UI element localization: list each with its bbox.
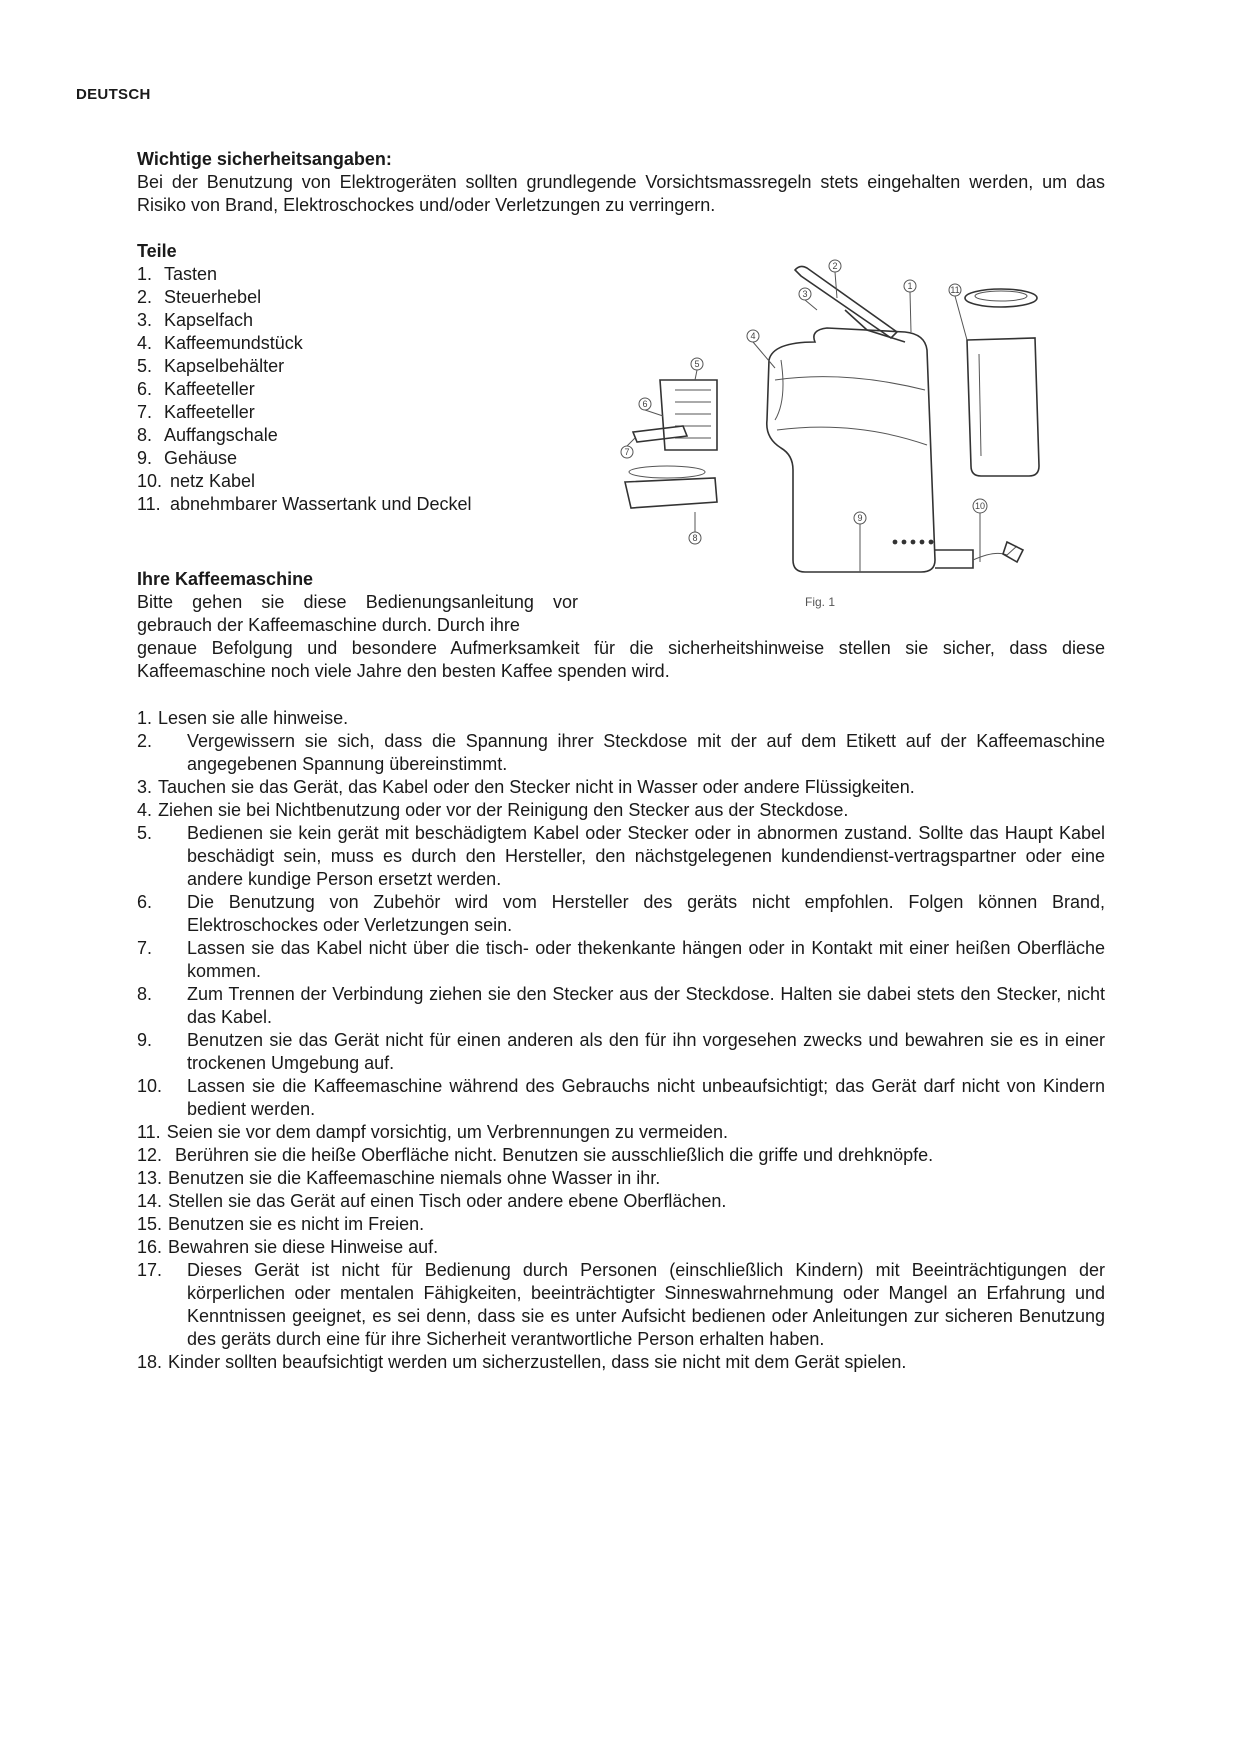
tank-lid-drawing (965, 289, 1037, 307)
parts-item-number: 8. (137, 425, 153, 445)
rule-text: Vergewissern sie sich, dass die Spannung ihrer Steckdose mit der auf dem Etikett auf der Kaffeemaschine angegebenen Spannung übereinstimmt. (187, 731, 1105, 774)
callout-8 (689, 512, 701, 544)
rule-number: 4. (137, 800, 153, 820)
rule-text: Kinder sollten beaufsichtigt werden um sicherzustellen, dass sie nicht mit dem Gerät spielen. (168, 1352, 907, 1372)
callout-number: 9 (857, 513, 863, 523)
button-dot (929, 540, 934, 545)
parts-item-number: 9. (137, 448, 153, 468)
rule-number: 6. (137, 892, 153, 912)
callout-number: 4 (750, 331, 756, 341)
rule-number: 14. (137, 1191, 163, 1211)
rule-text: Benutzen sie das Gerät nicht für einen anderen als den für ihn vorgesehen zwecks und bewahren sie es in einer trockenen Umgebung auf. (187, 1030, 1105, 1073)
list-item (137, 286, 597, 309)
callout-10 (973, 499, 987, 562)
lever-arm-drawing (845, 310, 905, 342)
rule-number: 12. (137, 1145, 163, 1165)
parts-item-number: 1. (137, 264, 153, 284)
callout-3 (799, 288, 817, 310)
rule-number: 1. (137, 708, 153, 728)
list-item (137, 470, 597, 493)
water-tank-drawing (967, 338, 1039, 476)
parts-item-label: abnehmbarer Wassertank und Deckel (170, 494, 472, 514)
language-label: DEUTSCH (76, 86, 151, 103)
button-dot (911, 540, 916, 545)
rule-text: Tauchen sie das Gerät, das Kabel oder den Stecker nicht in Wasser oder andere Flüssigkeiten. (158, 777, 915, 797)
safety-intro: Bei der Benutzung von Elektrogeräten sollten grundlegende Vorsichtsmassregeln stets eingehalten werden, um das Risiko von Brand, Elektroschockes und/oder Verletzungen zu verringern. (137, 172, 1105, 215)
list-item (137, 1029, 1105, 1075)
parts-item-label: Gehäuse (164, 448, 238, 468)
callout-leader (910, 292, 911, 332)
list-item (137, 776, 1105, 799)
callout-number: 2 (832, 261, 838, 271)
callout-number: 1 (907, 281, 913, 291)
button-dot (902, 540, 907, 545)
list-item (137, 332, 597, 355)
list-item (137, 1351, 1105, 1374)
rule-number: 13. (137, 1168, 163, 1188)
rule-number: 5. (137, 823, 153, 843)
base-drawing (935, 550, 973, 568)
callout-number: 3 (802, 289, 808, 299)
callout-1 (904, 280, 916, 332)
list-item (137, 1259, 1105, 1351)
rule-text: Lassen sie das Kabel nicht über die tisch- oder thekenkante hängen oder in Kontakt mit einer heißen Oberfläche kommen. (187, 938, 1105, 981)
list-item (137, 378, 597, 401)
callout-number: 7 (624, 447, 630, 457)
parts-item-number: 2. (137, 287, 153, 307)
capsule-container-slots (675, 390, 711, 438)
callout-number: 10 (974, 501, 986, 511)
rule-number: 2. (137, 731, 153, 751)
parts-item-number: 5. (137, 356, 153, 376)
callout-11 (949, 284, 967, 340)
drip-tray-drawing (625, 478, 717, 508)
rule-number: 18. (137, 1352, 163, 1372)
list-item (137, 1167, 1105, 1190)
parts-item-number: 4. (137, 333, 153, 353)
body-contour-line (777, 427, 927, 445)
callout-5 (691, 358, 703, 380)
list-item (137, 707, 1105, 730)
list-item (137, 447, 597, 470)
rule-number: 17. (137, 1260, 163, 1280)
safety-rules-section (137, 707, 1105, 1374)
rule-number: 10. (137, 1076, 163, 1096)
list-item (137, 983, 1105, 1029)
rule-text: Lassen sie die Kaffeemaschine während des Gebrauchs nicht unbeaufsichtigt; das Gerät darf nicht von Kindern bedient werden. (187, 1076, 1105, 1119)
parts-item-label: Kaffeemundstück (164, 333, 303, 353)
safety-rules-list (137, 707, 1105, 1374)
rule-text: Ziehen sie bei Nichtbenutzung oder vor der Reinigung den Stecker aus der Steckdose. (158, 800, 849, 820)
parts-item-number: 6. (137, 379, 153, 399)
list-item (137, 263, 597, 286)
callout-leader (835, 272, 837, 298)
parts-item-number: 11. (137, 494, 161, 514)
callout-2 (829, 260, 841, 298)
rule-text: Lesen sie alle hinweise. (158, 708, 349, 728)
rule-text: Stellen sie das Gerät auf einen Tisch oder andere ebene Oberflächen. (168, 1191, 727, 1211)
rule-text: Die Benutzung von Zubehör wird vom Hersteller des geräts nicht empfohlen. Folgen können Brand, Elektroschockes oder Verletzungen sein. (187, 892, 1105, 935)
list-item (137, 1190, 1105, 1213)
parts-item-number: 10. (137, 471, 163, 491)
coffee-machine-figure (605, 250, 1055, 615)
rule-text: Bedienen sie kein gerät mit beschädigtem Kabel oder Stecker oder in abnormen zustand. Sollte das Haupt Kabel beschädigt sein, muss es durch den Hersteller, den nächstgelegenen kundendienst-vertragspartner oder eine andere kundige Person ersetzt werden. (187, 823, 1105, 889)
list-item (137, 1213, 1105, 1236)
parts-item-label: netz Kabel (170, 471, 256, 491)
machine-intro-line-1: Bitte gehen sie diese Bedienungsanleitung vor (137, 592, 578, 612)
machine-section (137, 568, 1105, 683)
list-item (137, 401, 597, 424)
rule-number: 16. (137, 1237, 163, 1257)
water-tank-window (979, 354, 981, 456)
callout-number: 5 (694, 359, 700, 369)
rule-text: Benutzen sie die Kaffeemaschine niemals ohne Wasser in ihr. (168, 1168, 661, 1188)
rule-text: Bewahren sie diese Hinweise auf. (168, 1237, 439, 1257)
list-item (137, 493, 597, 516)
callout-leader (695, 370, 697, 380)
parts-item-label: Auffangschale (164, 425, 278, 445)
parts-section (137, 240, 597, 516)
machine-intro-line-2: gebrauch der Kaffeemaschine durch. Durch ihre (137, 615, 520, 635)
callout-9 (854, 512, 866, 572)
machine-heading: Ihre Kaffeemaschine (137, 569, 314, 589)
machine-intro-rest: genaue Befolgung und besondere Aufmerksamkeit für die sicherheitshinweise stellen sie sicher, dass diese Kaffeemaschine noch viele Jahre den besten Kaffee spenden wird. (137, 638, 1105, 681)
button-dot (920, 540, 925, 545)
parts-item-label: Kapselbehälter (164, 356, 285, 376)
list-item (137, 309, 597, 332)
rule-number: 9. (137, 1030, 153, 1050)
list-item (137, 937, 1105, 983)
rule-text: Zum Trennen der Verbindung ziehen sie den Stecker aus der Steckdose. Halten sie dabei stets den Stecker, nicht das Kabel. (187, 984, 1105, 1027)
spout-drawing (775, 360, 783, 420)
parts-heading: Teile (137, 241, 177, 261)
callout-number: 6 (642, 399, 648, 409)
drip-grate-drawing (629, 466, 705, 478)
rule-text: Berühren sie die heiße Oberfläche nicht. Benutzen sie ausschließlich die griffe und drehknöpfe. (175, 1145, 934, 1165)
parts-list (137, 263, 597, 516)
list-item (137, 1075, 1105, 1121)
callout-6 (639, 398, 663, 416)
plug-drawing (1003, 542, 1023, 562)
list-item (137, 891, 1105, 937)
rule-text: Benutzen sie es nicht im Freien. (168, 1214, 425, 1234)
machine-body-drawing (767, 328, 935, 572)
list-item (137, 424, 597, 447)
parts-item-label: Kapselfach (164, 310, 254, 330)
callout-number: 8 (692, 533, 698, 543)
parts-item-number: 3. (137, 310, 153, 330)
list-item (137, 730, 1105, 776)
list-item (137, 799, 1105, 822)
list-item (137, 1144, 1105, 1167)
cup-plate-drawing (633, 426, 687, 442)
list-item (137, 355, 597, 378)
list-item (137, 1236, 1105, 1259)
callout-leader (627, 438, 635, 446)
rule-number: 11. (137, 1122, 161, 1142)
parts-item-number: 7. (137, 402, 153, 422)
parts-item-label: Kaffeeteller (164, 402, 255, 422)
callout-4 (747, 330, 775, 368)
rule-text: Dieses Gerät ist nicht für Bedienung durch Personen (einschließlich Kindern) mit Beeinträchtigungen der körperlichen oder mentalen Fähigkeiten, beeinträchtigter Sinneswahrnehmung oder Mangel an Erfahrung und Kenntnissen geeignet, es sei denn, dass sie es unter Aufsicht bedienen oder Anleitungen zur sicheren Benutzung des geräts durch eine für ihre Sicherheit verantwortliche Person erhalten haben. (187, 1260, 1105, 1349)
callout-7 (621, 438, 635, 458)
list-item (137, 822, 1105, 891)
rule-text: Seien sie vor dem dampf vorsichtig, um Verbrennungen zu vermeiden. (166, 1122, 728, 1142)
callout-leader (645, 410, 663, 416)
safety-heading: Wichtige sicherheitsangaben: (137, 149, 392, 169)
parts-item-label: Kaffeeteller (164, 379, 255, 399)
callout-number: 11 (950, 285, 960, 295)
body-contour-line (775, 377, 925, 390)
tank-lid-inner (975, 291, 1027, 301)
parts-item-label: Tasten (164, 264, 218, 284)
safety-section (137, 148, 1105, 217)
callout-leader (805, 300, 817, 310)
button-dot (893, 540, 898, 545)
callout-leader (955, 296, 967, 340)
exploded-view-drawing (605, 250, 1055, 615)
rule-number: 8. (137, 984, 153, 1004)
rule-number: 15. (137, 1214, 163, 1234)
parts-item-label: Steuerhebel (164, 287, 262, 307)
figure-caption: Fig. 1 (805, 595, 836, 609)
rule-number: 3. (137, 777, 153, 797)
rule-number: 7. (137, 938, 153, 958)
list-item (137, 1121, 1105, 1144)
lever-drawing (795, 266, 897, 338)
